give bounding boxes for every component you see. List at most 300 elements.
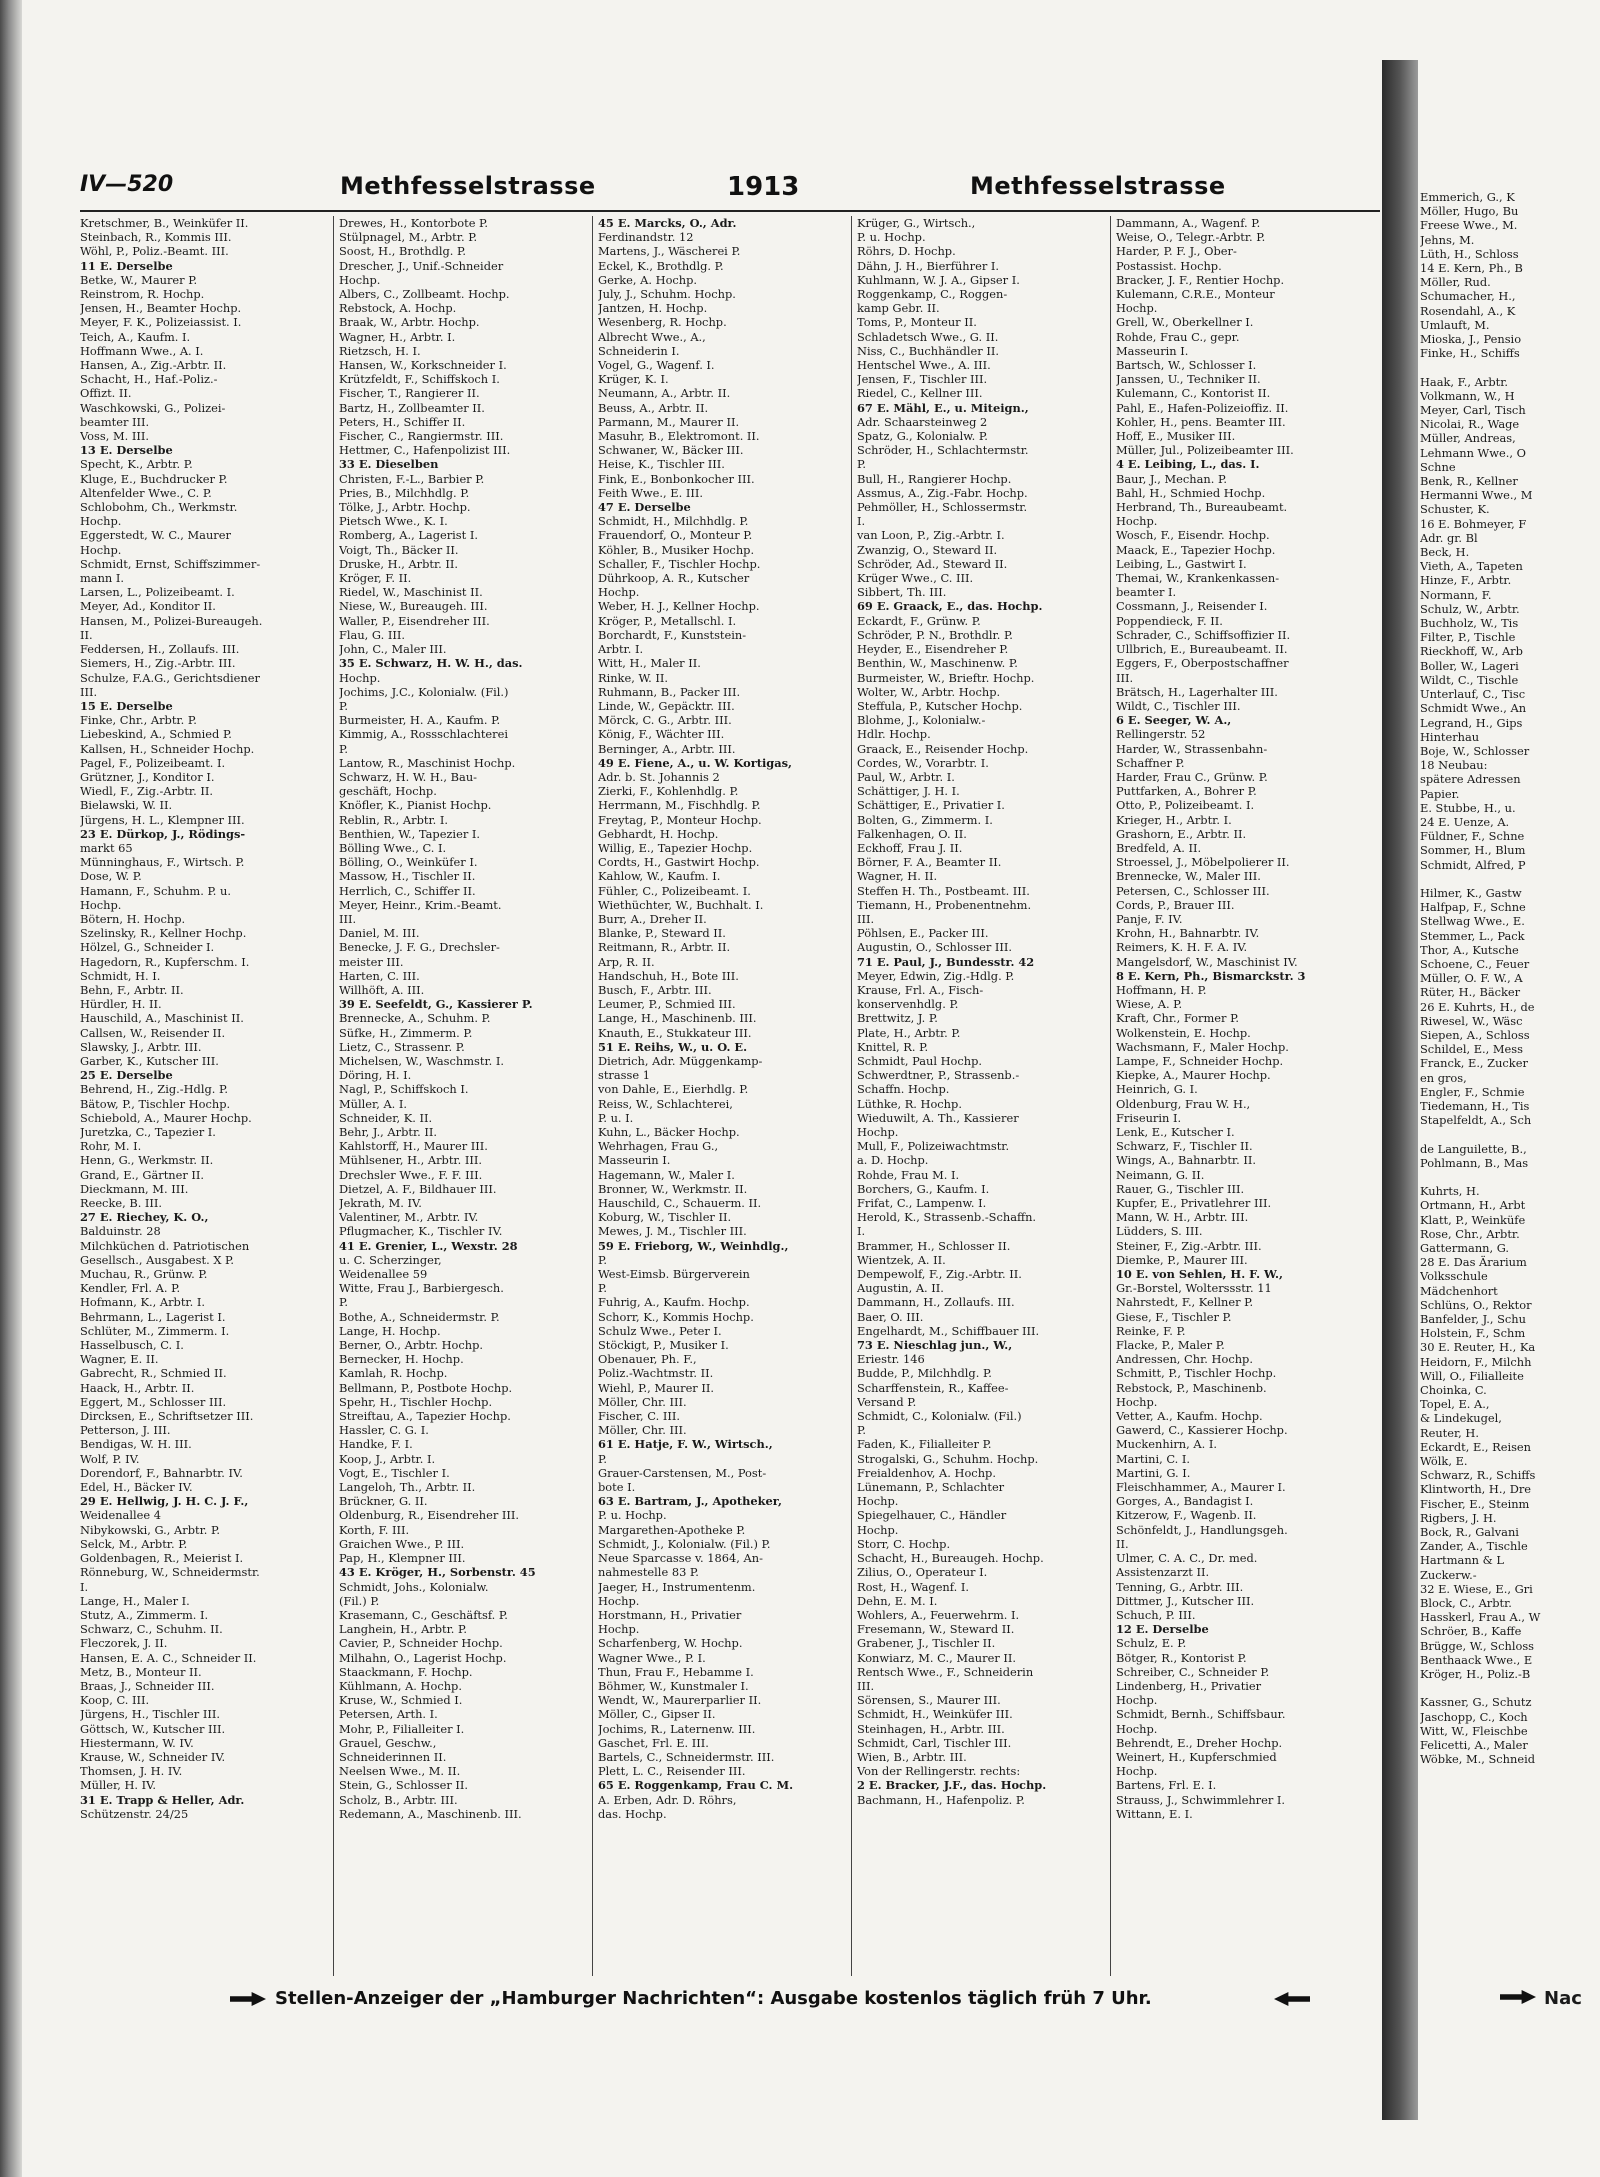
directory-entry: P. [598,1281,607,1296]
directory-entry: Schneiderin I. [598,343,680,358]
directory-entry: Herbrand, Th., Bureaubeamt. [1116,500,1288,515]
directory-entry: Herrmann, M., Fischhdlg. P. [598,798,761,813]
facing-page-entry: 30 E. Reuter, H., Ka [1420,1340,1536,1355]
directory-entry: 10 E. von Sehlen, H. F. W., [1116,1267,1283,1282]
header-rule [80,210,1380,212]
directory-entry: Wachsmann, F., Maler Hochp. [1116,1039,1289,1054]
facing-page-entry: Hermanni Wwe., M [1420,488,1533,503]
directory-entry: Dorendorf, F., Bahnarbtr. IV. [80,1465,243,1480]
directory-entry: Lampe, F., Schneider Hochp. [1116,1053,1284,1068]
facing-page-entry: Witt, W., Fleischbe [1420,1723,1528,1738]
directory-entry: Berninger, A., Arbtr. III. [598,741,736,756]
directory-entry: Wohlers, A., Feuerwehrm. I. [857,1607,1020,1622]
directory-entry: Ruhmann, B., Packer III. [598,684,741,699]
facing-page-entry: Hilmer, K., Gastw [1420,885,1522,900]
directory-entry: Juretzka, C., Tapezier I. [80,1125,216,1139]
directory-entry: kamp Gebr. II. [857,301,940,316]
directory-entry: Schiebold, A., Maurer Hochp. [80,1110,252,1125]
directory-entry: Postassist. Hochp. [1116,258,1222,273]
directory-entry: Brätsch, H., Lagerhalter III. [1116,684,1278,699]
facing-page-entry: 32 E. Wiese, E., Gri [1420,1581,1533,1596]
directory-entry: Stutz, A., Zimmerm. I. [80,1607,209,1622]
directory-entry: Reimers, K. H. F. A. IV. [1116,940,1248,955]
directory-entry: Sibbert, Th. III. [857,585,947,600]
directory-entry: Jekrath, M. IV. [339,1196,422,1211]
directory-entry: beamter III. [80,414,150,429]
directory-entry: Petersen, Arth. I. [339,1707,438,1722]
directory-entry: Waller, P., Eisendreher III. [339,613,490,628]
facing-page-partial [1420,190,1600,2090]
directory-entry: Knöfler, K., Pianist Hochp. [339,798,492,813]
directory-entry: Borchardt, F., Kunststein- [598,627,747,642]
directory-entry: Koop, J., Arbtr. I. [339,1451,436,1466]
directory-entry: Mörck, C. G., Arbtr. III. [598,713,732,728]
facing-page-entry: 26 E. Kuhrts, H., de [1420,999,1535,1014]
directory-entry: Bendigas, W. H. III. [80,1437,192,1452]
directory-entry: Kendler, Frl. A. P. [80,1281,181,1296]
directory-entry: Voigt, Th., Bäcker II. [339,542,459,557]
directory-entry: Dehn, E. M. I. [857,1593,938,1608]
directory-entry: II. [1116,1536,1129,1551]
directory-entry: Schacht, H., Haf.-Poliz.- [80,372,218,387]
directory-entry: Voss, M. III. [80,429,149,444]
directory-entry: Eggert, M., Schlosser III. [80,1394,227,1409]
directory-entry: Riedel, C., Kellner III. [857,386,983,401]
column-divider [333,216,334,1976]
directory-entry: Steiner, F., Zig.-Arbtr. III. [1116,1238,1262,1253]
directory-entry: Gebhardt, H. Hochp. [598,826,719,841]
directory-entry: Schmidt, H., Milchhdlg. P. [598,514,749,529]
directory-entry: Arp, R. II. [598,954,655,969]
directory-entry: Fischer, C. III. [598,1409,680,1424]
directory-entry: Brennecke, A., Schuhm. P. [339,1011,491,1026]
directory-entry: Dammann, H., Zollaufs. III. [857,1295,1015,1310]
directory-entry: Scharffenstein, R., Kaffee- [857,1380,1009,1395]
directory-entry: Möller, C., Gipser II. [598,1707,716,1722]
directory-entry: Oldenburg, R., Eisendreher III. [339,1508,520,1523]
directory-entry: Schuch, P. III. [1116,1607,1196,1622]
directory-entry: P. [857,1423,866,1438]
directory-entry: Stein, G., Schlosser II. [339,1778,469,1793]
facing-page-entry: Zuckerw.- [1420,1567,1477,1582]
directory-entry: Gaschet, Frl. E. III. [598,1735,709,1750]
facing-page-entry: Block, C., Arbtr. [1420,1596,1512,1611]
directory-entry: Weidenallee 4 [80,1508,161,1523]
directory-entry: nahmestelle 83 P. [598,1565,699,1580]
directory-entry: Grauer-Carstensen, M., Post- [598,1465,767,1480]
directory-entry: Kruse, W., Schmied I. [339,1693,463,1708]
directory-entry: Edel, H., Bäcker IV. [80,1480,193,1495]
directory-entry: Goldenbagen, R., Meierist I. [80,1551,244,1566]
directory-entry: Schmidt, Bernh., Schiffsbaur. [1116,1707,1286,1722]
facing-page-entry: Schoene, C., Feuer [1420,956,1530,971]
facing-page-entry: Hartmann & L [1420,1553,1504,1568]
facing-page-entry: Umlauft, M. [1420,317,1490,332]
directory-entry: Flau, G. III. [339,627,405,642]
directory-entry: 65 E. Roggenkamp, Frau C. M. [598,1778,794,1793]
directory-entry: Bull, H., Rangierer Hochp. [857,471,1012,486]
directory-entry: Benthin, W., Maschinenw. P. [857,656,1018,671]
directory-entry: Graichen Wwe., P. III. [339,1536,465,1551]
directory-entry: Budde, P., Milchhdlg. P. [857,1366,992,1381]
directory-entry: Schwaner, W., Bäcker III. [598,443,744,458]
directory-entry: I. [857,1224,866,1239]
directory-entry: Wiese, A. P. [1116,997,1183,1012]
directory-entry: Wagner, H., Arbtr. I. [339,329,456,344]
directory-entry: Andressen, Chr. Hochp. [1116,1352,1253,1367]
directory-entry: Garber, K., Kutscher III. [80,1053,219,1068]
directory-entry: Nibykowski, G., Arbtr. P. [80,1522,220,1537]
facing-page-entry: Brügge, W., Schloss [1420,1638,1535,1653]
directory-entry: Schreiber, C., Schneider P. [1116,1664,1270,1679]
facing-page-entry: Schildel, E., Mess [1420,1042,1523,1057]
directory-entry: P. [339,698,348,713]
directory-entry: Hochp. [857,1522,899,1537]
directory-entry: Witte, Frau J., Barbiergesch. [339,1281,504,1296]
directory-entry: Schulz, E. P. [1116,1636,1187,1651]
street-name-right: Methfesselstrasse [970,172,1226,200]
directory-column-2 [339,216,587,1976]
facing-page-entry: 24 E. Uenze, A. [1420,814,1510,829]
facing-page-entry: Volksschule [1420,1269,1488,1284]
directory-entry: Steinhagen, H., Arbtr. III. [857,1721,1005,1736]
directory-entry: Fühler, C., Polizeibeamt. I. [598,883,751,898]
directory-entry: 31 E. Trapp & Heller, Adr. [80,1792,245,1807]
directory-entry: Mangelsdorf, W., Maschinist IV. [1116,954,1298,969]
directory-entry: Lüdders, S. III. [1116,1224,1203,1239]
directory-entry: West-Eimsb. Bürgerverein [598,1267,750,1282]
facing-page-entry: Schne [1420,459,1456,474]
directory-entry: Stroessel, J., Möbelpolierer II. [1116,855,1290,870]
directory-entry: Drescher, J., Unif.-Schneider [339,258,504,273]
directory-entry: Giese, F., Tischler P. [1116,1309,1232,1324]
directory-entry: Braak, W., Arbtr. Hochp. [339,315,480,330]
directory-entry: Rönneburg, W., Schneidermstr. [80,1565,260,1580]
directory-entry: Wings, A., Bahnarbtr. II. [1116,1153,1256,1168]
year: 1913 [727,172,800,202]
facing-page-entry: Meyer, Carl, Tisch [1420,403,1526,418]
directory-entry: Burr, A., Dreher II. [598,911,707,926]
directory-entry: Hoff, E., Musiker III. [1116,429,1236,444]
directory-entry: Kulemann, C., Kontorist II. [1116,386,1271,401]
facing-page-entry: 18 Neubau: [1420,758,1488,773]
directory-entry: Hagedorn, R., Kupferschm. I. [80,954,250,969]
directory-entry: Fleischhammer, A., Maurer I. [1116,1480,1286,1495]
directory-entry: Spatz, G., Kolonialw. P. [857,429,988,444]
directory-entry: Bartels, C., Schneidermstr. III. [598,1749,775,1764]
directory-entry: Specht, K., Arbtr. P. [80,457,193,472]
directory-entry: Müller, H. IV. [80,1778,156,1793]
directory-entry: Ulmer, C. A. C., Dr. med. [1116,1551,1258,1566]
directory-entry: a. D. Hochp. [857,1153,929,1168]
directory-entry: Schröder, Ad., Steward II. [857,556,1008,571]
directory-entry: Rost, H., Wagenf. I. [857,1579,969,1594]
directory-entry: Jantzen, H. Hochp. [598,301,708,316]
directory-entry: Larsen, L., Polizeibeamt. I. [80,585,235,600]
directory-entry: Grand, E., Gärtner II. [80,1167,205,1182]
directory-entry: Lietz, C., Strassenr. P. [339,1039,465,1054]
directory-entry: Hochp. [339,272,381,287]
directory-entry: Reinke, F. P. [1116,1323,1186,1338]
directory-entry: konservenhdlg. P. [857,997,959,1012]
directory-entry: Hansen, E. A. C., Schneider II. [80,1650,257,1665]
directory-entry: 39 E. Seefeldt, G., Kassierer P. [339,997,533,1012]
directory-entry: Arbtr. I. [598,642,644,657]
directory-entry: Brückner, G. II. [339,1494,428,1509]
directory-entry: Bielawski, W. II. [80,798,173,813]
directory-entry: Hauschild, A., Maschinist II. [80,1011,244,1026]
facing-page-entry: Fischer, E., Steinm [1420,1496,1530,1511]
directory-entry: Christen, F.-L., Barbier P. [339,471,485,486]
directory-entry: Schmitt, P., Tischler Hochp. [1116,1366,1277,1381]
directory-entry: Friseurin I. [1116,1110,1182,1125]
facing-page-entry: Haak, F., Arbtr. [1420,374,1509,389]
facing-page-entry: Pohlmann, B., Mas [1420,1155,1529,1170]
directory-entry: Schönfeldt, J., Handlungsgeh. [1116,1522,1288,1537]
facing-page-entry: Filter, P., Tischle [1420,630,1516,645]
pointing-hand-icon [230,1992,266,2006]
directory-entry: Freytag, P., Monteur Hochp. [598,812,762,827]
facing-page-entry: Wildt, C., Tischle [1420,672,1519,687]
directory-entry: Zwanzig, O., Steward II. [857,542,998,557]
directory-entry: Brettwitz, J. P. [857,1011,938,1026]
directory-entry: 4 E. Leibing, L., das. I. [1116,457,1260,472]
directory-entry: Kallsen, H., Schneider Hochp. [80,741,255,756]
directory-entry: Schorr, K., Kommis Hochp. [598,1309,754,1324]
facing-page-entry: Emmerich, G., K [1420,190,1515,204]
directory-entry: Bölling, O., Weinküfer I. [339,855,478,870]
directory-entry: König, F., Wächter III. [598,727,725,742]
directory-entry: Kretschmer, B., Weinküfer II. [80,216,249,230]
facing-page-entry [1420,872,1600,886]
directory-entry: 15 E. Derselbe [80,698,173,713]
directory-entry: Hochp. [1116,1693,1158,1708]
directory-column-4 [857,216,1105,1976]
directory-entry: Behrend, H., Zig.-Hdlg. P. [80,1082,228,1097]
directory-entry: Willhöft, A. III. [339,982,425,997]
facing-page-entry: Wölk, E. [1420,1454,1468,1469]
column-divider [592,216,593,1976]
facing-page-entry: Schuster, K. [1420,502,1490,517]
directory-entry: III. [1116,670,1134,685]
directory-entry: Paul, W., Arbtr. I. [857,769,955,784]
facing-page-entry: Möller, Hugo, Bu [1420,204,1519,219]
directory-entry: Themai, W., Krankenkassen- [1116,571,1280,586]
directory-entry: Reitmann, R., Arbtr. II. [598,940,731,955]
directory-entry: Margarethen-Apotheke P. [598,1522,746,1537]
directory-entry: Gerke, A. Hochp. [598,272,698,287]
directory-entry: Grützner, J., Konditor I. [80,769,215,784]
facing-page-entry: Tiedemann, H., Tis [1420,1098,1530,1113]
directory-entry: Dittmer, J., Kutscher III. [1116,1593,1255,1608]
facing-page-entry: Franck, E., Zucker [1420,1056,1528,1071]
directory-entry: Milchküchen d. Patriotischen [80,1238,250,1253]
directory-entry: Grauel, Geschw., [339,1735,437,1750]
directory-entry: 69 E. Graack, E., das. Hochp. [857,599,1043,614]
directory-entry: Kohler, H., pens. Beamter III. [1116,414,1286,429]
directory-entry: Scholz, B., Arbtr. III. [339,1792,458,1807]
facing-page-entry: Zander, A., Tischle [1420,1539,1528,1554]
facing-page-entry: Jaschopp, C., Koch [1420,1709,1528,1724]
directory-entry: Vetter, A., Kaufm. Hochp. [1116,1409,1263,1424]
directory-entry: Weise, O., Telegr.-Arbtr. P. [1116,230,1266,245]
directory-entry: Zilius, O., Operateur I. [857,1565,988,1580]
directory-entry: Cavier, P., Schneider Hochp. [339,1636,503,1651]
facing-page-entry: Benk, R., Kellner [1420,474,1518,489]
directory-entry: Jensen, H., Beamter Hochp. [80,301,242,316]
directory-entry: Meyer, Edwin, Zig.-Hdlg. P. [857,968,1015,983]
directory-entry: 41 E. Grenier, L., Wexstr. 28 [339,1238,518,1253]
directory-entry: Strauss, J., Schwimmlehrer I. [1116,1792,1286,1807]
facing-page-entry: Möller, Rud. [1420,275,1491,290]
facing-page-entry: Eckardt, E., Reisen [1420,1439,1532,1454]
facing-page-entry: Kuhrts, H. [1420,1184,1480,1199]
facing-page-entry: Müller, Andreas, [1420,431,1516,446]
directory-entry: Wagner, E. II. [80,1352,159,1367]
directory-entry: Rohde, Frau M. I. [857,1167,960,1182]
directory-entry: Lantow, R., Maschinist Hochp. [339,755,516,770]
directory-column-3 [598,216,846,1976]
directory-entry: Krüger, G., Wirtsch., [857,216,976,230]
directory-entry: Frauendorf, O., Monteur P. [598,528,753,543]
facing-page-entry: Normann, F. [1420,587,1492,602]
directory-entry: Lange, H., Maschinenb. III. [598,1011,757,1026]
directory-entry: Schmidt, Ernst, Schiffszimmer- [80,556,261,571]
directory-entry: Eggers, F., Oberpostschaffner [1116,656,1289,671]
directory-entry: Petterson, J. III. [80,1423,171,1438]
directory-column-1 [80,216,328,1976]
directory-entry: P. u. Hochp. [598,1508,667,1523]
directory-entry: Mann, W. H., Arbtr. III. [1116,1210,1249,1225]
directory-entry: Balduinstr. 28 [80,1224,161,1239]
directory-entry: Krause, W., Schneider IV. [80,1749,226,1764]
directory-entry: Dose, W. P. [80,869,142,884]
directory-entry: Hauschild, C., Schauerm. II. [598,1196,762,1211]
directory-entry: Vogel, G., Wagenf. I. [598,358,715,373]
directory-entry: Harder, Frau C., Grünw. P. [1116,769,1268,784]
directory-entry: Wildt, C., Tischler III. [1116,698,1241,713]
directory-entry: Mull, F., Polizeiwachtmstr. [857,1139,1010,1154]
directory-entry: Redemann, A., Maschinenb. III. [339,1806,522,1821]
directory-entry: Rietzsch, H. I. [339,343,421,358]
directory-entry: Röhrs, D. Hochp. [857,244,956,259]
facing-page-entry: Freese Wwe., M. [1420,218,1518,233]
facing-page-entry: Schulz, W., Arbtr. [1420,601,1520,616]
directory-entry: Krohn, H., Bahnarbtr. IV. [1116,926,1260,941]
directory-entry: Böhmer, W., Kunstmaler I. [598,1678,749,1693]
directory-entry: Scharfenberg, W. Hochp. [598,1636,743,1651]
directory-entry: Feddersen, H., Zollaufs. III. [80,642,240,657]
facing-page-entry: Kassner, G., Schutz [1420,1695,1532,1710]
directory-entry: Engelhardt, M., Schiffbauer III. [857,1323,1040,1338]
facing-page-entry: Finke, H., Schiffs [1420,346,1520,361]
directory-entry: Pahl, E., Hafen-Polizeioffiz. II. [1116,400,1289,415]
directory-entry: Eckhoff, Frau J. II. [857,840,963,855]
directory-entry: Dähn, J. H., Bierführer I. [857,258,1000,273]
directory-entry: Fink, E., Bonbonkocher III. [598,471,755,486]
directory-entry: Maack, E., Tapezier Hochp. [1116,542,1276,557]
directory-entry: Dührkoop, A. R., Kutscher [598,571,750,586]
directory-entry: Jürgens, H. L., Klempner III. [80,812,245,827]
page-header [60,168,1380,208]
directory-entry: Müller, A. I. [339,1096,408,1111]
directory-entry: P. [598,1451,607,1466]
directory-entry: Knittel, R. P. [857,1039,929,1054]
facing-page-entry: Papier. [1420,786,1460,801]
directory-entry: Cossmann, J., Reisender I. [1116,599,1268,614]
directory-entry: Krause, Frl. A., Fisch- [857,982,984,997]
directory-entry: Hoffmann, H. P. [1116,982,1207,997]
page-number: IV—520 [80,172,174,197]
directory-entry: Jochims, J.C., Kolonialw. (Fil.) [339,684,509,699]
directory-entry: Süfke, H., Zimmerm. P. [339,1025,473,1040]
facing-page-entry: Mädchenhort [1420,1283,1498,1298]
facing-page-entry: Rüter, H., Bäcker [1420,985,1521,1000]
facing-page-entry: Rieckhoff, W., Arb [1420,644,1523,659]
directory-entry: Bätow, P., Tischler Hochp. [80,1096,231,1111]
directory-entry: Gorges, A., Bandagist I. [1116,1494,1254,1509]
directory-entry: Baer, O. III. [857,1309,924,1324]
directory-entry: meister III. [339,954,404,969]
facing-page-entry: Wöbke, M., Schneid [1420,1752,1536,1767]
directory-entry: Ullbrich, E., Bureaubeamt. II. [1116,642,1288,657]
facing-page-entry: Benthaack Wwe., E [1420,1652,1533,1667]
directory-entry: Hürdler, H. II. [80,997,162,1012]
directory-entry: Bartsch, W., Schlosser I. [1116,358,1257,373]
directory-entry: Hansen, M., Polizei-Bureaugeh. [80,613,263,628]
directory-entry: Kulemann, C.R.E., Monteur [1116,287,1275,302]
facing-page-entry: Halfpap, F., Schne [1420,900,1526,915]
directory-entry: Muckenhirn, A. I. [1116,1437,1217,1452]
directory-entry: Bolten, G., Zimmerm. I. [857,812,993,827]
directory-entry: Steinbach, R., Kommis III. [80,230,232,245]
directory-entry: Vogt, E., Tischler I. [339,1465,450,1480]
directory-entry: Altenfelder Wwe., C. P. [80,485,212,500]
directory-entry: Assistenzarzt II. [1116,1565,1210,1580]
directory-entry: Michelsen, W., Waschmstr. I. [339,1053,504,1068]
directory-entry: 33 E. Dieselben [339,457,439,472]
directory-entry: Wiehl, P., Maurer II. [598,1380,714,1395]
directory-entry: Peters, H., Schiffer II. [339,414,466,429]
directory-entry: Schättiger, E., Privatier I. [857,798,1005,813]
facing-page-entry: Nicolai, R., Wage [1420,417,1520,432]
directory-entry: Siemers, H., Zig.-Arbtr. III. [80,656,236,671]
directory-entry: Döring, H. I. [339,1068,412,1083]
facing-page-entry: Ortmann, H., Arbt [1420,1198,1526,1213]
facing-page-entry: E. Stubbe, H., u. [1420,800,1516,815]
directory-entry: Leibing, L., Gastwirt I. [1116,556,1247,571]
directory-entry: Masuhr, B., Elektromont. II. [598,429,760,444]
directory-entry: Bahl, H., Schmied Hochp. [1116,485,1266,500]
directory-entry: mann I. [80,571,125,586]
directory-entry: Bötern, H. Hochp. [80,911,186,926]
directory-entry: Janssen, U., Techniker II. [1116,372,1261,387]
facing-page-entry: Schumacher, H., [1420,289,1516,304]
facing-page-entry: 16 E. Bohmeyer, F [1420,516,1527,531]
directory-entry: Drewes, H., Kontorbote P. [339,216,489,230]
directory-entry: Hdlr. Hochp. [857,727,931,742]
directory-entry: 23 E. Dürkop, J., Rödings- [80,826,246,841]
directory-entry: Schröder, H., Schlachtermstr. [857,443,1029,458]
directory-entry: Schwarz, C., Schuhm. II. [80,1622,223,1637]
directory-entry: Hochp. [1116,1764,1158,1779]
directory-entry: Börner, F. A., Beamter II. [857,855,1002,870]
directory-entry: Eckel, K., Brothdlg. P. [598,258,724,273]
directory-entry: Bölling Wwe., C. I. [339,840,447,855]
facing-page-entry: Riwesel, W., Wäsc [1420,1013,1523,1028]
facing-page-entry: 28 E. Das Ärarium [1420,1255,1527,1270]
directory-entry: Reecke, B. III. [80,1196,163,1211]
